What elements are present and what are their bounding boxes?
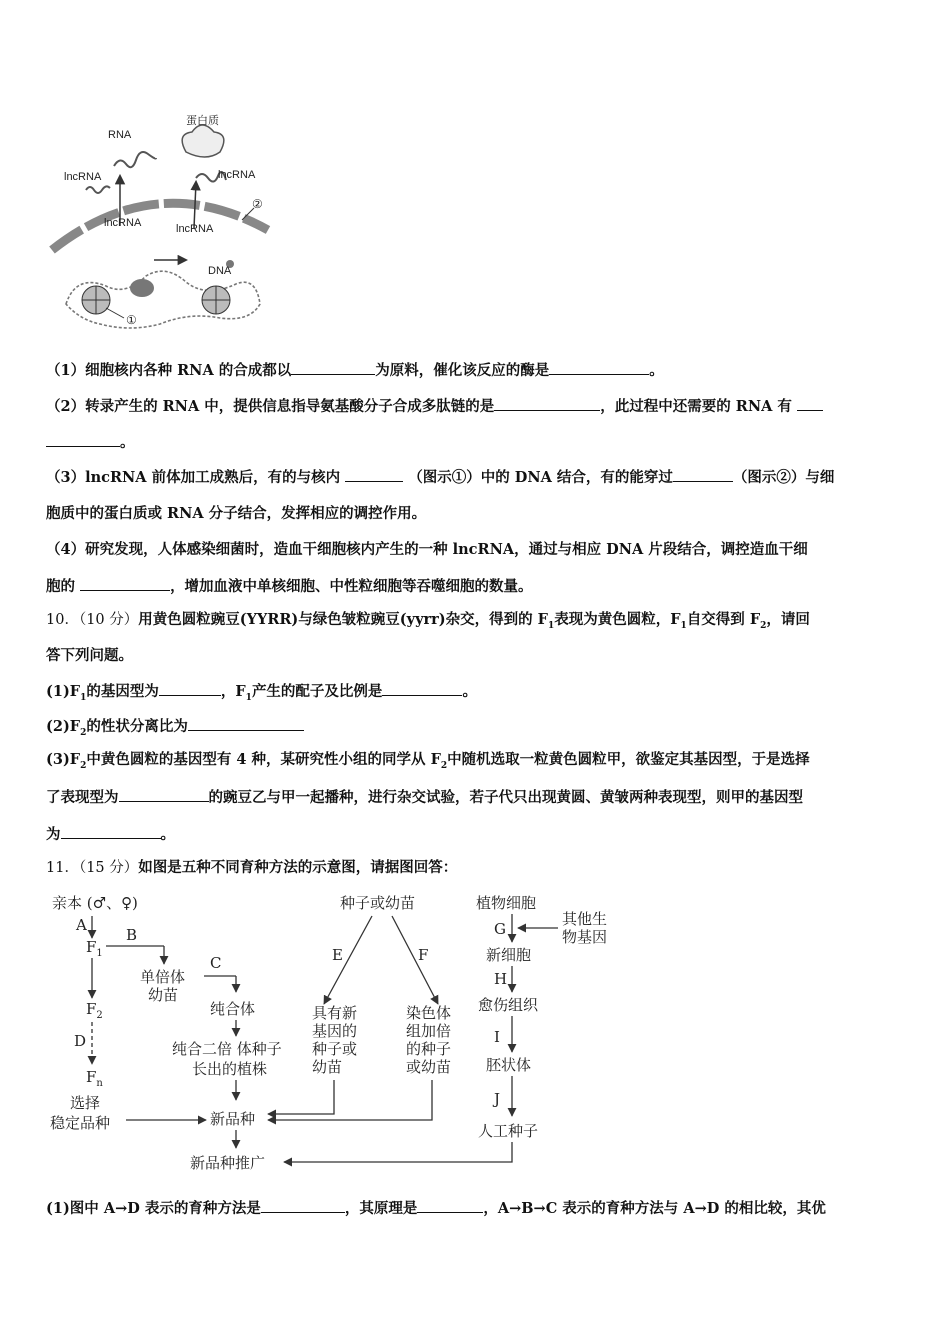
q9-part3-cont: 胞质中的蛋白质或 RNA 分子结合，发挥相应的调控作用。	[46, 505, 427, 522]
q11-part1: (1)图中 A→D 表示的育种方法是 ，其原理是 ，A→B→C 表示的育种方法与 A→D 的相比较，其优	[46, 1200, 826, 1217]
blank[interactable]	[494, 396, 600, 411]
diploid-label-2: 长出的植株	[192, 1060, 268, 1078]
newgene-label-4: 幼苗	[312, 1058, 343, 1076]
blank[interactable]	[673, 467, 733, 482]
label-i: I	[494, 1028, 500, 1046]
q10-header: 10．（10 分）用黄色圆粒豌豆(YYRR)与绿色皱粒豌豆(yyrr)杂交，得到的 $F_1$表现为黄色圆粒，$F_1$自交得到 $F_2$，请回	[46, 611, 810, 631]
chrom-label-1: 染色体	[406, 1004, 452, 1022]
chrom-label-3: 的种子	[406, 1040, 452, 1058]
label-g: G	[494, 920, 506, 938]
haploid-label-1: 单倍体	[140, 968, 186, 986]
f2-label: $F_2$	[86, 1000, 103, 1021]
blank[interactable]	[80, 576, 170, 591]
select-label-1: 选择	[70, 1094, 101, 1112]
pure-line-label: 纯合体	[210, 1000, 256, 1018]
blank[interactable]	[382, 681, 462, 696]
fn-label: $F_n$	[86, 1068, 103, 1089]
q10-part3-cont: 了表现型为 的豌豆乙与甲一起播种，进行杂交试验，若子代只出现黄圆、黄皱两种表现型，则甲的基因型	[46, 789, 803, 806]
label-marker-1: ①	[126, 313, 137, 327]
q10-part3-end: 为 。	[46, 826, 175, 843]
q10-part1: $(1)F_1$的基因型为 ，$F_1$产生的配子及比例是 。	[46, 683, 477, 703]
newgene-label-2: 基因的	[312, 1022, 358, 1040]
label-j: J	[494, 1090, 501, 1108]
chrom-label-2: 组加倍	[406, 1022, 452, 1040]
diploid-label-1: 纯合二倍 体种子	[172, 1040, 282, 1058]
label-protein: 蛋白质	[186, 114, 219, 127]
q9-part4: （4）研究发现，人体感染细菌时，造血干细胞核内产生的一种 lncRNA，通过与相应 DNA 片段结合，调控造血干细	[46, 541, 808, 558]
callus-label: 愈伤组织	[478, 996, 539, 1014]
q11-header: 11．（15 分）如图是五种不同育种方法的示意图，请据图回答：	[46, 859, 458, 876]
label-e: E	[332, 946, 343, 964]
q10-part3: $(3)F_2$中黄色圆粒的基因型有 4 种，某研究性小组的同学从 $F_2$中随机选取一粒黄色圆粒甲，欲鉴定其基因型，于是选择	[46, 751, 810, 771]
blank[interactable]	[159, 681, 221, 696]
blank[interactable]	[119, 787, 209, 802]
q10-header-cont: 答下列问题。	[46, 647, 133, 664]
promote-label: 新品种推广	[190, 1154, 266, 1172]
label-b: B	[126, 926, 138, 944]
haploid-label-2: 幼苗	[148, 986, 179, 1004]
q9-part3: （3）lncRNA 前体加工成熟后，有的与核内 （图示①）中的 DNA 结合，有的能穿过 （图示②）与细	[46, 469, 835, 486]
new-cell-label: 新细胞	[486, 946, 532, 964]
label-dna: DNA	[208, 265, 232, 277]
embryoid-label: 胚状体	[486, 1056, 532, 1074]
label-rna: RNA	[108, 129, 132, 141]
other-gene-label-2: 物基因	[562, 928, 608, 946]
blank[interactable]	[549, 360, 649, 375]
blank[interactable]	[291, 360, 375, 375]
newgene-label-1: 具有新	[312, 1004, 358, 1022]
label-marker-2: ②	[252, 197, 263, 211]
q9-part2: （2）转录产生的 RNA 中，提供信息指导氨基酸分子合成多肽链的是 ，此过程中还需要的 RNA 有	[46, 396, 823, 417]
newgene-label-3: 种子或	[312, 1040, 358, 1058]
chrom-label-4: 或幼苗	[406, 1058, 452, 1076]
seed-label: 种子或幼苗	[340, 894, 416, 912]
protein-shape	[182, 125, 224, 157]
blank[interactable]	[61, 824, 161, 839]
label-lncrna-mid-left: lncRNA	[104, 217, 142, 229]
q10-part2: $(2)F_2$的性状分离比为	[46, 716, 304, 743]
select-label-2: 稳定品种	[50, 1114, 111, 1132]
blank[interactable]	[417, 1198, 483, 1213]
label-f: F	[418, 946, 429, 964]
label-lncrna-mid-right: lncRNA	[176, 223, 214, 235]
label-h: H	[494, 970, 508, 988]
new-variety-label: 新品种	[210, 1110, 256, 1128]
blank[interactable]	[188, 716, 304, 731]
label-a: A	[76, 916, 87, 934]
artificial-seed-label: 人工种子	[478, 1122, 539, 1140]
nuclear-envelope	[52, 203, 268, 250]
lncrna-diagram	[46, 108, 276, 332]
rna-strand	[114, 152, 156, 167]
label-lncrna-left: lncRNA	[64, 171, 102, 183]
plant-cell-label: 植物细胞	[476, 894, 537, 912]
label-c: C	[210, 954, 222, 972]
blank[interactable]	[797, 396, 823, 411]
lncrna-strand-left	[86, 186, 110, 193]
label-lncrna-right: lncRNA	[218, 169, 256, 181]
blank[interactable]	[261, 1198, 345, 1213]
polymerase-blob	[130, 279, 154, 297]
blank[interactable]	[345, 467, 403, 482]
q9-part2-cont: 。	[46, 432, 135, 453]
breeding-methods-diagram	[46, 886, 646, 1176]
parent-label: 亲本 (♂、♀)	[52, 894, 138, 912]
q9-part4-cont: 胞的 ，增加血液中单核细胞、中性粒细胞等吞噬细胞的数量。	[46, 578, 533, 595]
blank[interactable]	[46, 432, 120, 447]
f1-label: $F_1$	[86, 938, 103, 959]
other-gene-label-1: 其他生	[562, 910, 608, 928]
q9-part1: （1）细胞核内各种 RNA 的合成都以 为原料，催化该反应的酶是 。	[46, 362, 664, 379]
label-d: D	[74, 1032, 87, 1050]
